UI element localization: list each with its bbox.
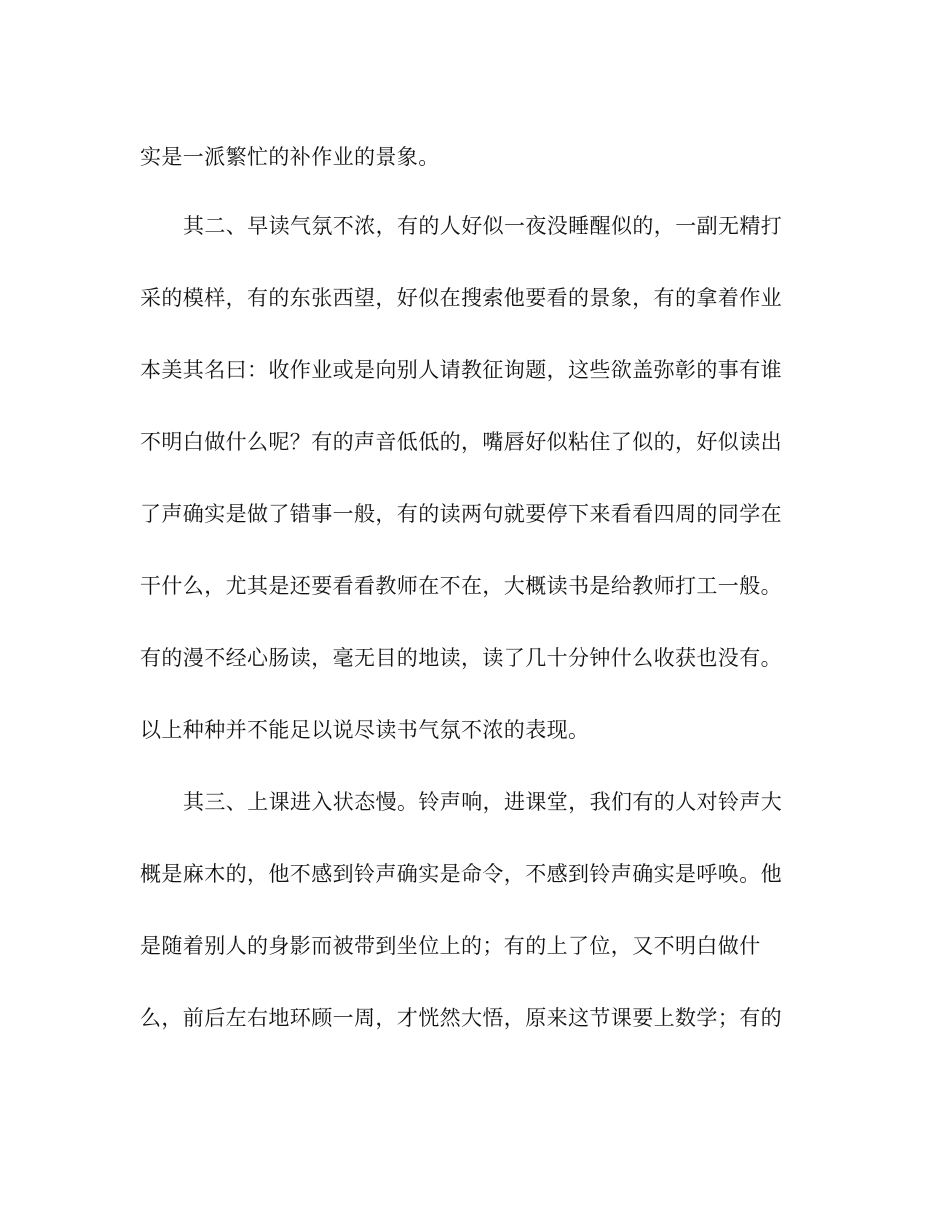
text-line-6: 了声确实是做了错事一般，有的读两句就要停下来看看四周的同学在 — [140, 502, 782, 526]
paragraph-3-start: 其三、上课进入状态慢。铃声响，进课堂，我们有的人对铃声大 — [183, 790, 783, 814]
text-line-12: 是随着别人的身影而被带到坐位上的；有的上了位，又不明白做什 — [140, 934, 761, 958]
text-line-5: 不明白做什么呢？有的声音低低的，嘴唇好似粘住了似的，好似读出 — [140, 430, 782, 454]
paragraph-2-start: 其二、早读气氛不浓，有的人好似一夜没睡醒似的，一副无精打 — [183, 214, 783, 238]
text-line-7: 干什么，尤其是还要看看教师在不在，大概读书是给教师打工一般。 — [140, 574, 782, 598]
text-line-11: 概是麻木的，他不感到铃声确实是命令，不感到铃声确实是呼唤。他 — [140, 862, 782, 886]
text-line-1: 实是一派繁忙的补作业的景象。 — [140, 145, 440, 169]
text-line-3: 采的模样，有的东张西望，好似在搜索他要看的景象，有的拿着作业 — [140, 286, 782, 310]
text-line-4: 本美其名曰：收作业或是向别人请教征询题，这些欲盖弥彰的事有谁 — [140, 358, 782, 382]
text-line-9: 以上种种并不能足以说尽读书气氛不浓的表现。 — [140, 718, 590, 742]
text-line-13: 么，前后左右地环顾一周，才恍然大悟，原来这节课要上数学；有的 — [140, 1006, 782, 1030]
text-line-8: 有的漫不经心肠读，毫无目的地读，读了几十分钟什么收获也没有。 — [140, 646, 782, 670]
